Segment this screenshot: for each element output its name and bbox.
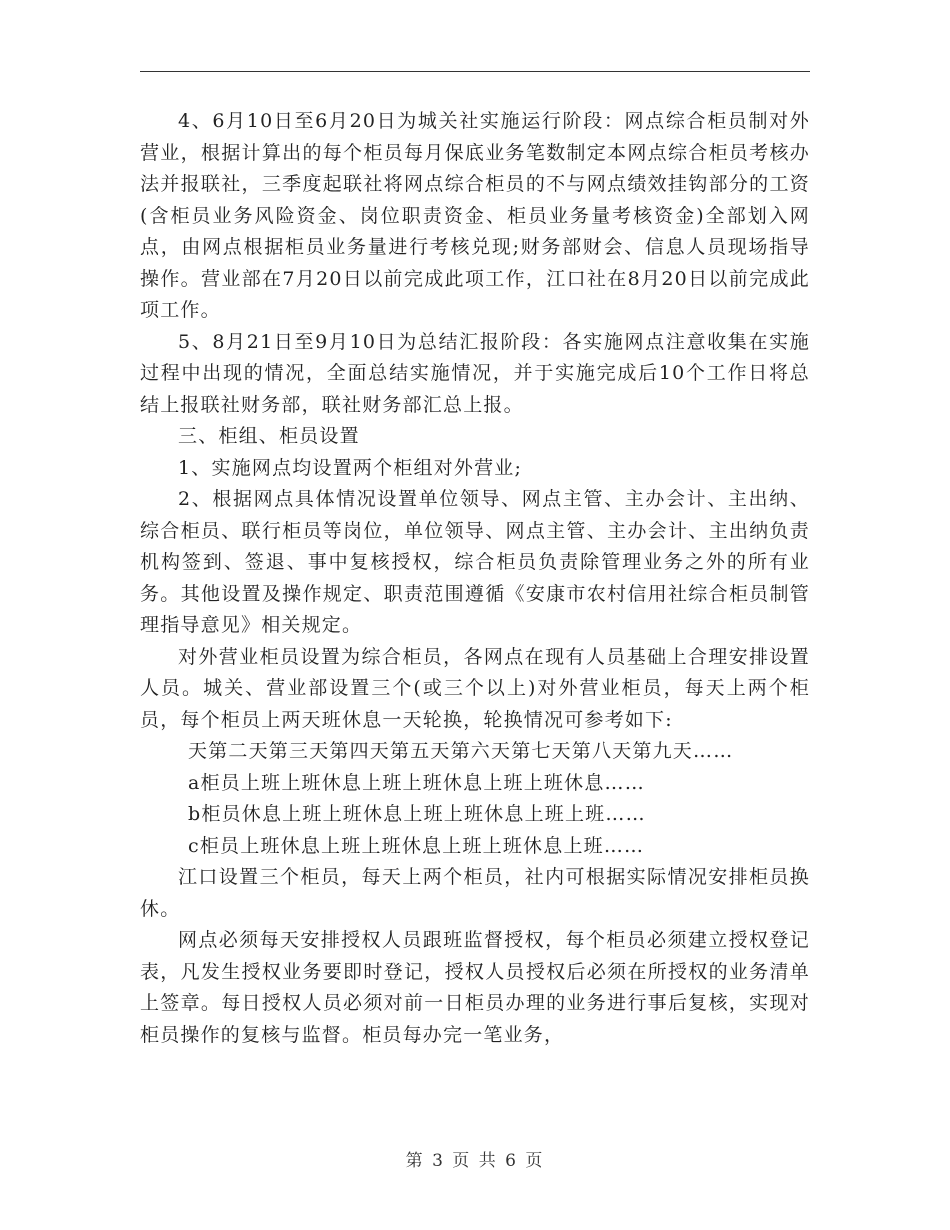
schedule-header-row: 天第二天第三天第四天第五天第六天第七天第八天第九天…… — [188, 740, 734, 762]
paragraph-jiangkou: 江口设置三个柜员，每天上两个柜员，社内可根据实际情况安排柜员换休。 — [140, 866, 810, 920]
schedule-row-a: a柜员上班上班休息上班上班休息上班上班休息…… — [188, 771, 645, 794]
header-rule — [140, 71, 810, 72]
page-footer: 第 3 页 共 6 页 — [405, 1151, 545, 1171]
schedule-row-c: c柜员上班休息上班上班休息上班上班休息上班…… — [188, 834, 645, 857]
paragraph-item-1: 1、实施网点均设置两个柜组对外营业; — [178, 456, 523, 479]
paragraph-item-2: 2、根据网点具体情况设置单位领导、网点主管、主办会计、主出纳、综合柜员、联行柜员等岗位，单位领导、网点主管、主办会计、主出纳负责机构签到、签退、事中复核授权，综合柜员负责除管理业务之外的所有业务。其他设置及操作规定、职责范围遵循《安康市农村信用社综合柜员制管理指导意见》相关规定。 — [140, 488, 810, 636]
paragraph-authorization: 网点必须每天安排授权人员跟班监督授权，每个柜员必须建立授权登记表，凡发生授权业务要即时登记，授权人员授权后必须在所授权的业务清单上签章。每日授权人员必须对前一日柜员办理的业务进行事后复核，实现对柜员操作的复核与监督。柜员每办完一笔业务， — [140, 929, 810, 1046]
paragraph-phase-4: 4、6月10日至6月20日为城关社实施运行阶段：网点综合柜员制对外营业，根据计算出的每个柜员每月保底业务笔数制定本网点综合柜员考核办法并报联社，三季度起联社将网点综合柜员的不与网点绩效挂钩部分的工资(含柜员业务风险资金、岗位职责资金、柜员业务量考核资金)全部划入网点，由网点根据柜员业务量进行考核兑现;财务部财会、信息人员现场指导操作。营业部在7月20日以前完成此项工作，江口社在8月20日以前完成此项工作。 — [140, 110, 810, 321]
document-body — [140, 106, 810, 1051]
section-heading-counter-setup: 三、柜组、柜员设置 — [178, 425, 360, 447]
paragraph-phase-5: 5、8月21日至9月10日为总结汇报阶段：各实施网点注意收集在实施过程中出现的情况，全面总结实施情况，并于实施完成后10个工作日将总结上报联社财务部，联社财务部汇总上报。 — [140, 330, 810, 416]
schedule-row-b: b柜员休息上班上班休息上班上班休息上班上班…… — [188, 803, 646, 825]
paragraph-teller-setup: 对外营业柜员设置为综合柜员，各网点在现有人员基础上合理安排设置人员。城关、营业部设置三个(或三个以上)对外营业柜员，每天上两个柜员，每个柜员上两天班休息一天轮换，轮换情况可参考如下: — [140, 645, 810, 731]
